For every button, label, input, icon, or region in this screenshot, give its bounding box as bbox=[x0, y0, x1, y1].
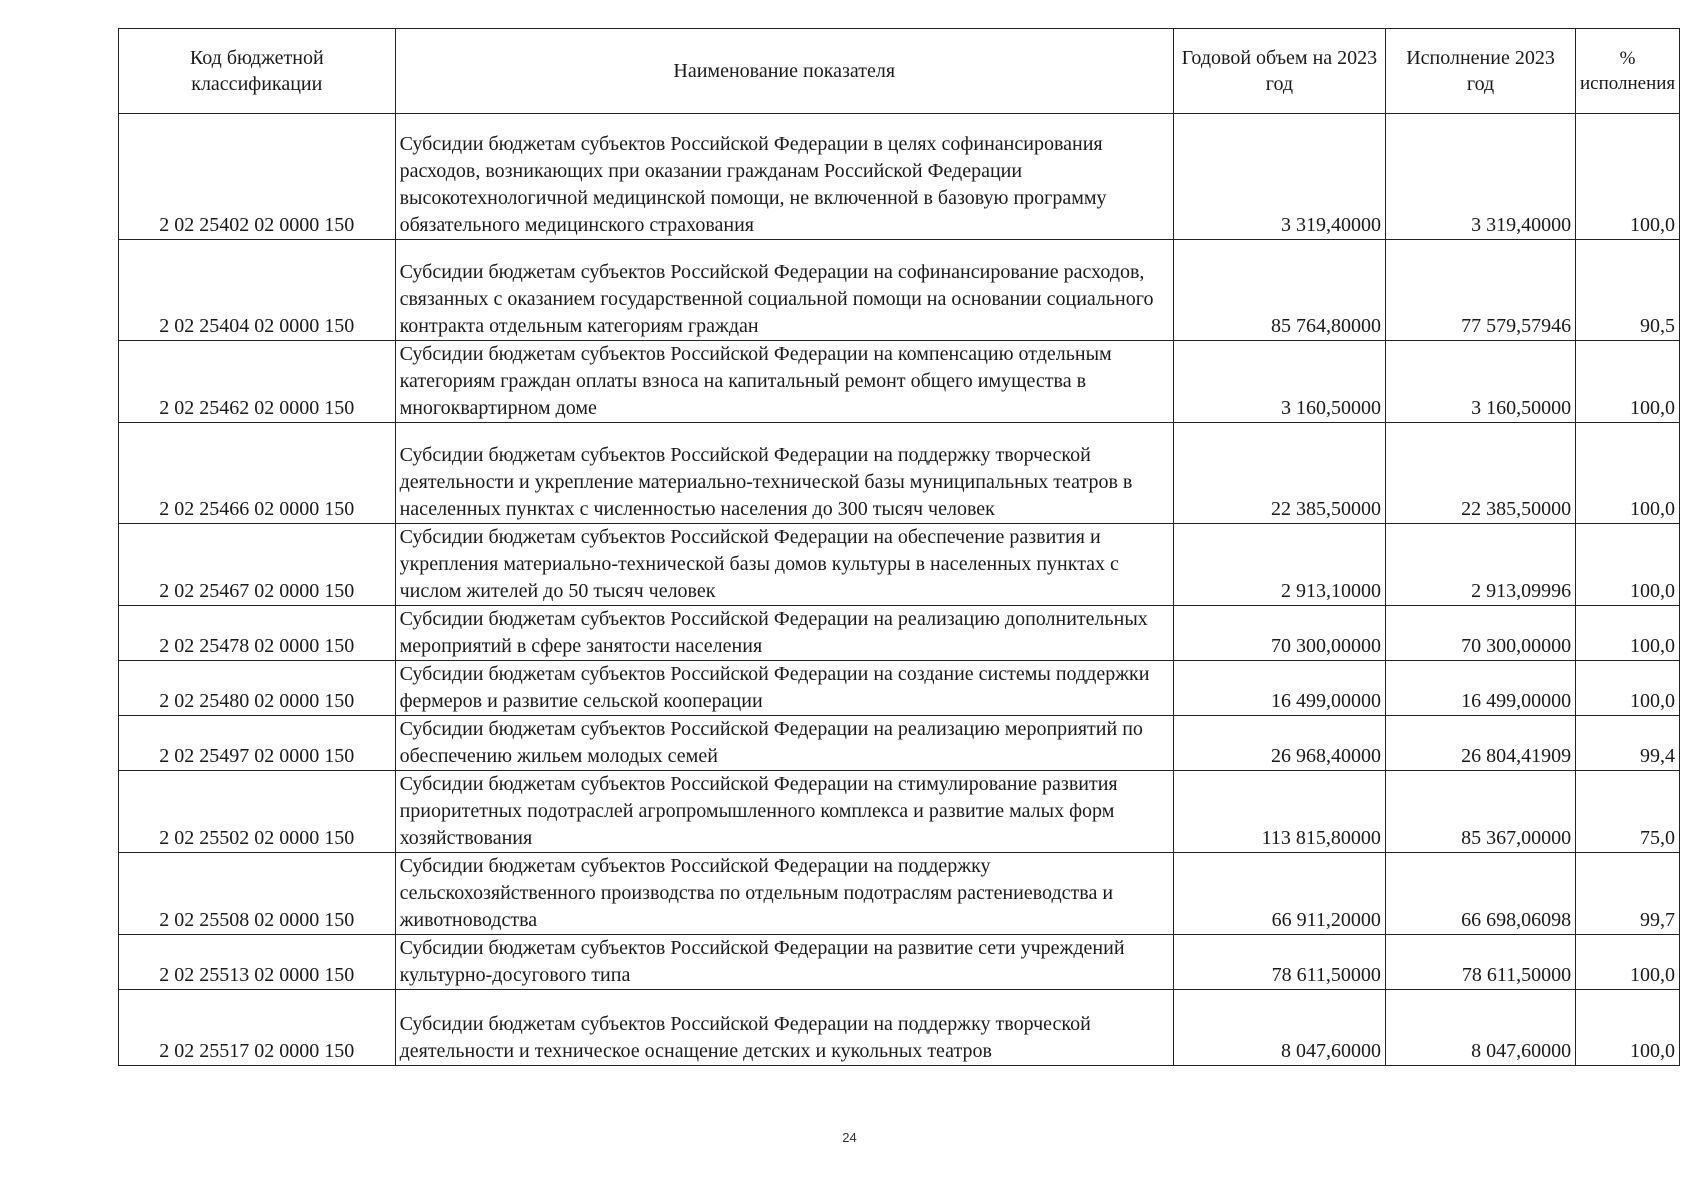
table-row bbox=[119, 935, 1680, 990]
table-row bbox=[119, 606, 1680, 661]
row-annual: 26 968,40000 bbox=[1173, 716, 1385, 771]
row-name: Субсидии бюджетам субъектов Российской Федерации на поддержку творческой деятельности и техническое оснащение детских и кукольных театров bbox=[395, 990, 1173, 1066]
row-name: Субсидии бюджетам субъектов Российской Федерации на реализацию мероприятий по обеспечению жильем молодых семей bbox=[395, 716, 1173, 771]
header-annual-volume: Годовой объем на 2023 год bbox=[1173, 29, 1385, 114]
row-name: Субсидии бюджетам субъектов Российской Федерации на поддержку сельскохозяйственного производства по отдельным подотраслям растениеводства и животноводства bbox=[395, 853, 1173, 935]
table-row bbox=[119, 990, 1680, 1066]
table-row bbox=[119, 661, 1680, 716]
table-row bbox=[119, 771, 1680, 853]
header-execution: Исполнение 2023 год bbox=[1385, 29, 1575, 114]
row-execution: 2 913,09996 bbox=[1385, 524, 1575, 606]
row-execution: 66 698,06098 bbox=[1385, 853, 1575, 935]
row-code: 2 02 25517 02 0000 150 bbox=[119, 990, 396, 1066]
row-percent: 100,0 bbox=[1576, 524, 1680, 606]
row-name: Субсидии бюджетам субъектов Российской Федерации на стимулирование развития приоритетных подотраслей агропромышленного комплекса и развитие малых форм хозяйствования bbox=[395, 771, 1173, 853]
row-execution: 78 611,50000 bbox=[1385, 935, 1575, 990]
row-annual: 22 385,50000 bbox=[1173, 423, 1385, 524]
table-row bbox=[119, 524, 1680, 606]
row-annual: 8 047,60000 bbox=[1173, 990, 1385, 1066]
table-row bbox=[119, 114, 1680, 240]
row-code: 2 02 25467 02 0000 150 bbox=[119, 524, 396, 606]
row-name: Субсидии бюджетам субъектов Российской Федерации в целях софинансирования расходов, возникающих при оказании гражданам Российской Федерации высокотехнологичной медицинской помощи, не включенной в базовую программу обязательного медицинского страхования bbox=[395, 114, 1173, 240]
row-code: 2 02 25508 02 0000 150 bbox=[119, 853, 396, 935]
row-percent: 100,0 bbox=[1576, 990, 1680, 1066]
page-number: 24 bbox=[842, 1130, 857, 1145]
row-annual: 66 911,20000 bbox=[1173, 853, 1385, 935]
row-code: 2 02 25402 02 0000 150 bbox=[119, 114, 396, 240]
row-percent: 100,0 bbox=[1576, 935, 1680, 990]
row-code: 2 02 25404 02 0000 150 bbox=[119, 240, 396, 341]
row-percent: 100,0 bbox=[1576, 661, 1680, 716]
table-row bbox=[119, 716, 1680, 771]
row-code: 2 02 25513 02 0000 150 bbox=[119, 935, 396, 990]
table-header-row bbox=[119, 29, 1680, 114]
row-execution: 26 804,41909 bbox=[1385, 716, 1575, 771]
row-name: Субсидии бюджетам субъектов Российской Федерации на поддержку творческой деятельности и укрепление материально-технической базы муниципальных театров в населенных пунктах с численностью населения до 300 тысяч человек bbox=[395, 423, 1173, 524]
header-code: Код бюджетной классификации bbox=[119, 29, 396, 114]
row-execution: 3 319,40000 bbox=[1385, 114, 1575, 240]
row-code: 2 02 25502 02 0000 150 bbox=[119, 771, 396, 853]
row-percent: 75,0 bbox=[1576, 771, 1680, 853]
row-name: Субсидии бюджетам субъектов Российской Федерации на компенсацию отдельным категориям граждан оплаты взноса на капитальный ремонт общего имущества в многоквартирном доме bbox=[395, 341, 1173, 423]
row-percent: 100,0 bbox=[1576, 606, 1680, 661]
row-annual: 16 499,00000 bbox=[1173, 661, 1385, 716]
row-percent: 100,0 bbox=[1576, 341, 1680, 423]
row-execution: 70 300,00000 bbox=[1385, 606, 1575, 661]
row-percent: 100,0 bbox=[1576, 423, 1680, 524]
row-percent: 99,7 bbox=[1576, 853, 1680, 935]
row-annual: 3 319,40000 bbox=[1173, 114, 1385, 240]
row-annual: 2 913,10000 bbox=[1173, 524, 1385, 606]
row-execution: 16 499,00000 bbox=[1385, 661, 1575, 716]
row-execution: 3 160,50000 bbox=[1385, 341, 1575, 423]
row-code: 2 02 25480 02 0000 150 bbox=[119, 661, 396, 716]
row-name: Субсидии бюджетам субъектов Российской Федерации на развитие сети учреждений культурно-досугового типа bbox=[395, 935, 1173, 990]
row-annual: 113 815,80000 bbox=[1173, 771, 1385, 853]
row-code: 2 02 25466 02 0000 150 bbox=[119, 423, 396, 524]
budget-execution-table bbox=[118, 28, 1680, 1066]
row-annual: 78 611,50000 bbox=[1173, 935, 1385, 990]
row-percent: 100,0 bbox=[1576, 114, 1680, 240]
row-annual: 85 764,80000 bbox=[1173, 240, 1385, 341]
row-code: 2 02 25462 02 0000 150 bbox=[119, 341, 396, 423]
row-code: 2 02 25478 02 0000 150 bbox=[119, 606, 396, 661]
row-execution: 22 385,50000 bbox=[1385, 423, 1575, 524]
row-execution: 85 367,00000 bbox=[1385, 771, 1575, 853]
table-row bbox=[119, 853, 1680, 935]
row-annual: 70 300,00000 bbox=[1173, 606, 1385, 661]
table-row bbox=[119, 341, 1680, 423]
row-name: Субсидии бюджетам субъектов Российской Федерации на реализацию дополнительных мероприятий в сфере занятости населения bbox=[395, 606, 1173, 661]
row-percent: 99,4 bbox=[1576, 716, 1680, 771]
table-row bbox=[119, 423, 1680, 524]
row-percent: 90,5 bbox=[1576, 240, 1680, 341]
row-code: 2 02 25497 02 0000 150 bbox=[119, 716, 396, 771]
table-row bbox=[119, 240, 1680, 341]
row-name: Субсидии бюджетам субъектов Российской Федерации на создание системы поддержки фермеров и развитие сельской кооперации bbox=[395, 661, 1173, 716]
row-execution: 77 579,57946 bbox=[1385, 240, 1575, 341]
header-name: Наименование показателя bbox=[395, 29, 1173, 114]
row-name: Субсидии бюджетам субъектов Российской Федерации на софинансирование расходов, связанных с оказанием государственной социальной помощи на основании социального контракта отдельным категориям граждан bbox=[395, 240, 1173, 341]
row-annual: 3 160,50000 bbox=[1173, 341, 1385, 423]
row-name: Субсидии бюджетам субъектов Российской Федерации на обеспечение развития и укрепления материально-технической базы домов культуры в населенных пунктах с числом жителей до 50 тысяч человек bbox=[395, 524, 1173, 606]
header-percent: % исполнения bbox=[1576, 29, 1680, 114]
row-execution: 8 047,60000 bbox=[1385, 990, 1575, 1066]
